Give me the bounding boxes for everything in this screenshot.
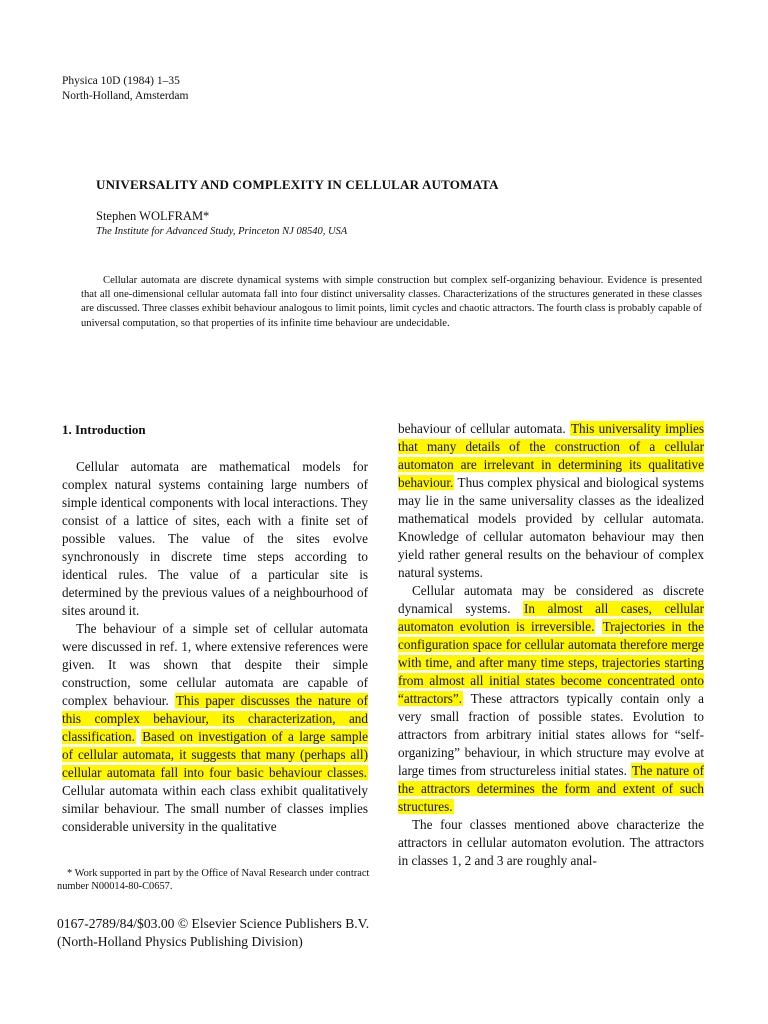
text-run: Cellular automata within each class exhibit qualitatively similar behaviour. The small number of classes implies considerable university in the qualitative xyxy=(62,783,368,834)
copyright-division: (North-Holland Physics Publishing Division) xyxy=(57,934,303,949)
text-run: Thus complex physical and biological systems may lie in the same universality classes as the idealized mathematical models provided by cellular automata. Knowledge of cellular automaton behaviour may then yield rather general results on the behaviour of complex natural systems. xyxy=(398,475,704,580)
author-affiliation: The Institute for Advanced Study, Princeton NJ 08540, USA xyxy=(96,226,348,237)
right-column xyxy=(398,420,704,870)
text-run: The behaviour of a simple set of cellular automata were discussed in ref. 1, where extensive references were given. It was shown that despite their simple construction, some cellular automata are capable of complex behaviour. xyxy=(62,621,368,708)
paragraph: Cellular automata are mathematical models for complex natural systems containing large numbers of simple identical components with local interactions. They consist of a lattice of sites, each with a finite set of possible values. The value of the sites evolve synchronously in discrete time steps according to identical rules. The value of a particular site is determined by the previous values of a neighbourhood of sites around it. xyxy=(62,459,368,618)
paragraph xyxy=(62,620,368,836)
text-run: These attractors typically contain only a very small fraction of possible states. Evolution to attractors from arbitrary initial states allows for “self-organizing” behaviour, in which structure may evolve at large times from structureless initial states. xyxy=(398,691,705,778)
highlighted-text: This paper discusses the nature of this complex behaviour, its characterization, and classification. xyxy=(62,693,368,744)
abstract: Cellular automata are discrete dynamical systems with simple construction but complex self-organizing behaviour. Evidence is presented that all one-dimensional cellular automata fall into four distinct universality classes. Characterizations of the structures generated in these classes are discussed. Three classes exhibit behaviour analogous to limit points, limit cycles and chaotic attractors. The fourth class is probably capable of universal computation, so that properties of its infinite time behaviour are undecidable. xyxy=(81,275,702,329)
highlighted-text: In almost all cases, cellular automaton evolution is irreversible. xyxy=(398,601,704,634)
author-name: Stephen WOLFRAM* xyxy=(96,209,210,223)
paper-title: UNIVERSALITY AND COMPLEXITY IN CELLULAR AUTOMATA xyxy=(96,177,499,192)
text-run: Cellular automata may be considered as discrete dynamical systems. xyxy=(398,583,704,616)
copyright-line: 0167-2789/84/$03.00 © Elsevier Science Publishers B.V. xyxy=(57,916,370,931)
highlighted-text: Trajectories in the configuration space for cellular automata therefore merge with time, and after many time steps, trajectories starting from almost all initial states become concentrated onto “attractors”. xyxy=(398,619,704,706)
highlighted-text: Based on investigation of a large sample of cellular automata, it suggests that many (perhaps all) cellular automata fall into four basic behaviour classes. xyxy=(62,729,368,780)
footnote xyxy=(57,867,373,893)
paragraph xyxy=(398,420,704,582)
journal-info xyxy=(62,74,188,104)
text-run: behaviour of cellular automata. xyxy=(398,421,566,436)
copyright-notice xyxy=(57,915,369,951)
journal-citation: Physica 10D (1984) 1–35 xyxy=(62,75,180,87)
paragraph xyxy=(398,582,704,816)
left-column xyxy=(62,458,368,836)
section-heading: 1. Introduction xyxy=(62,422,146,437)
highlighted-text: This universality implies that many details of the construction of a cellular automaton are irrelevant in determining its qualitative behaviour. xyxy=(398,421,704,490)
paragraph: The four classes mentioned above characterize the attractors in cellular automaton evolution. The attractors in classes 1, 2 and 3 are roughly anal- xyxy=(398,817,704,868)
highlighted-text: The nature of the attractors determines the form and extent of such structures. xyxy=(398,763,705,814)
publisher-location: North-Holland, Amsterdam xyxy=(62,90,189,102)
footnote-text: * Work supported in part by the Office of Naval Research under contract number N00014-80-C0657. xyxy=(57,868,370,892)
